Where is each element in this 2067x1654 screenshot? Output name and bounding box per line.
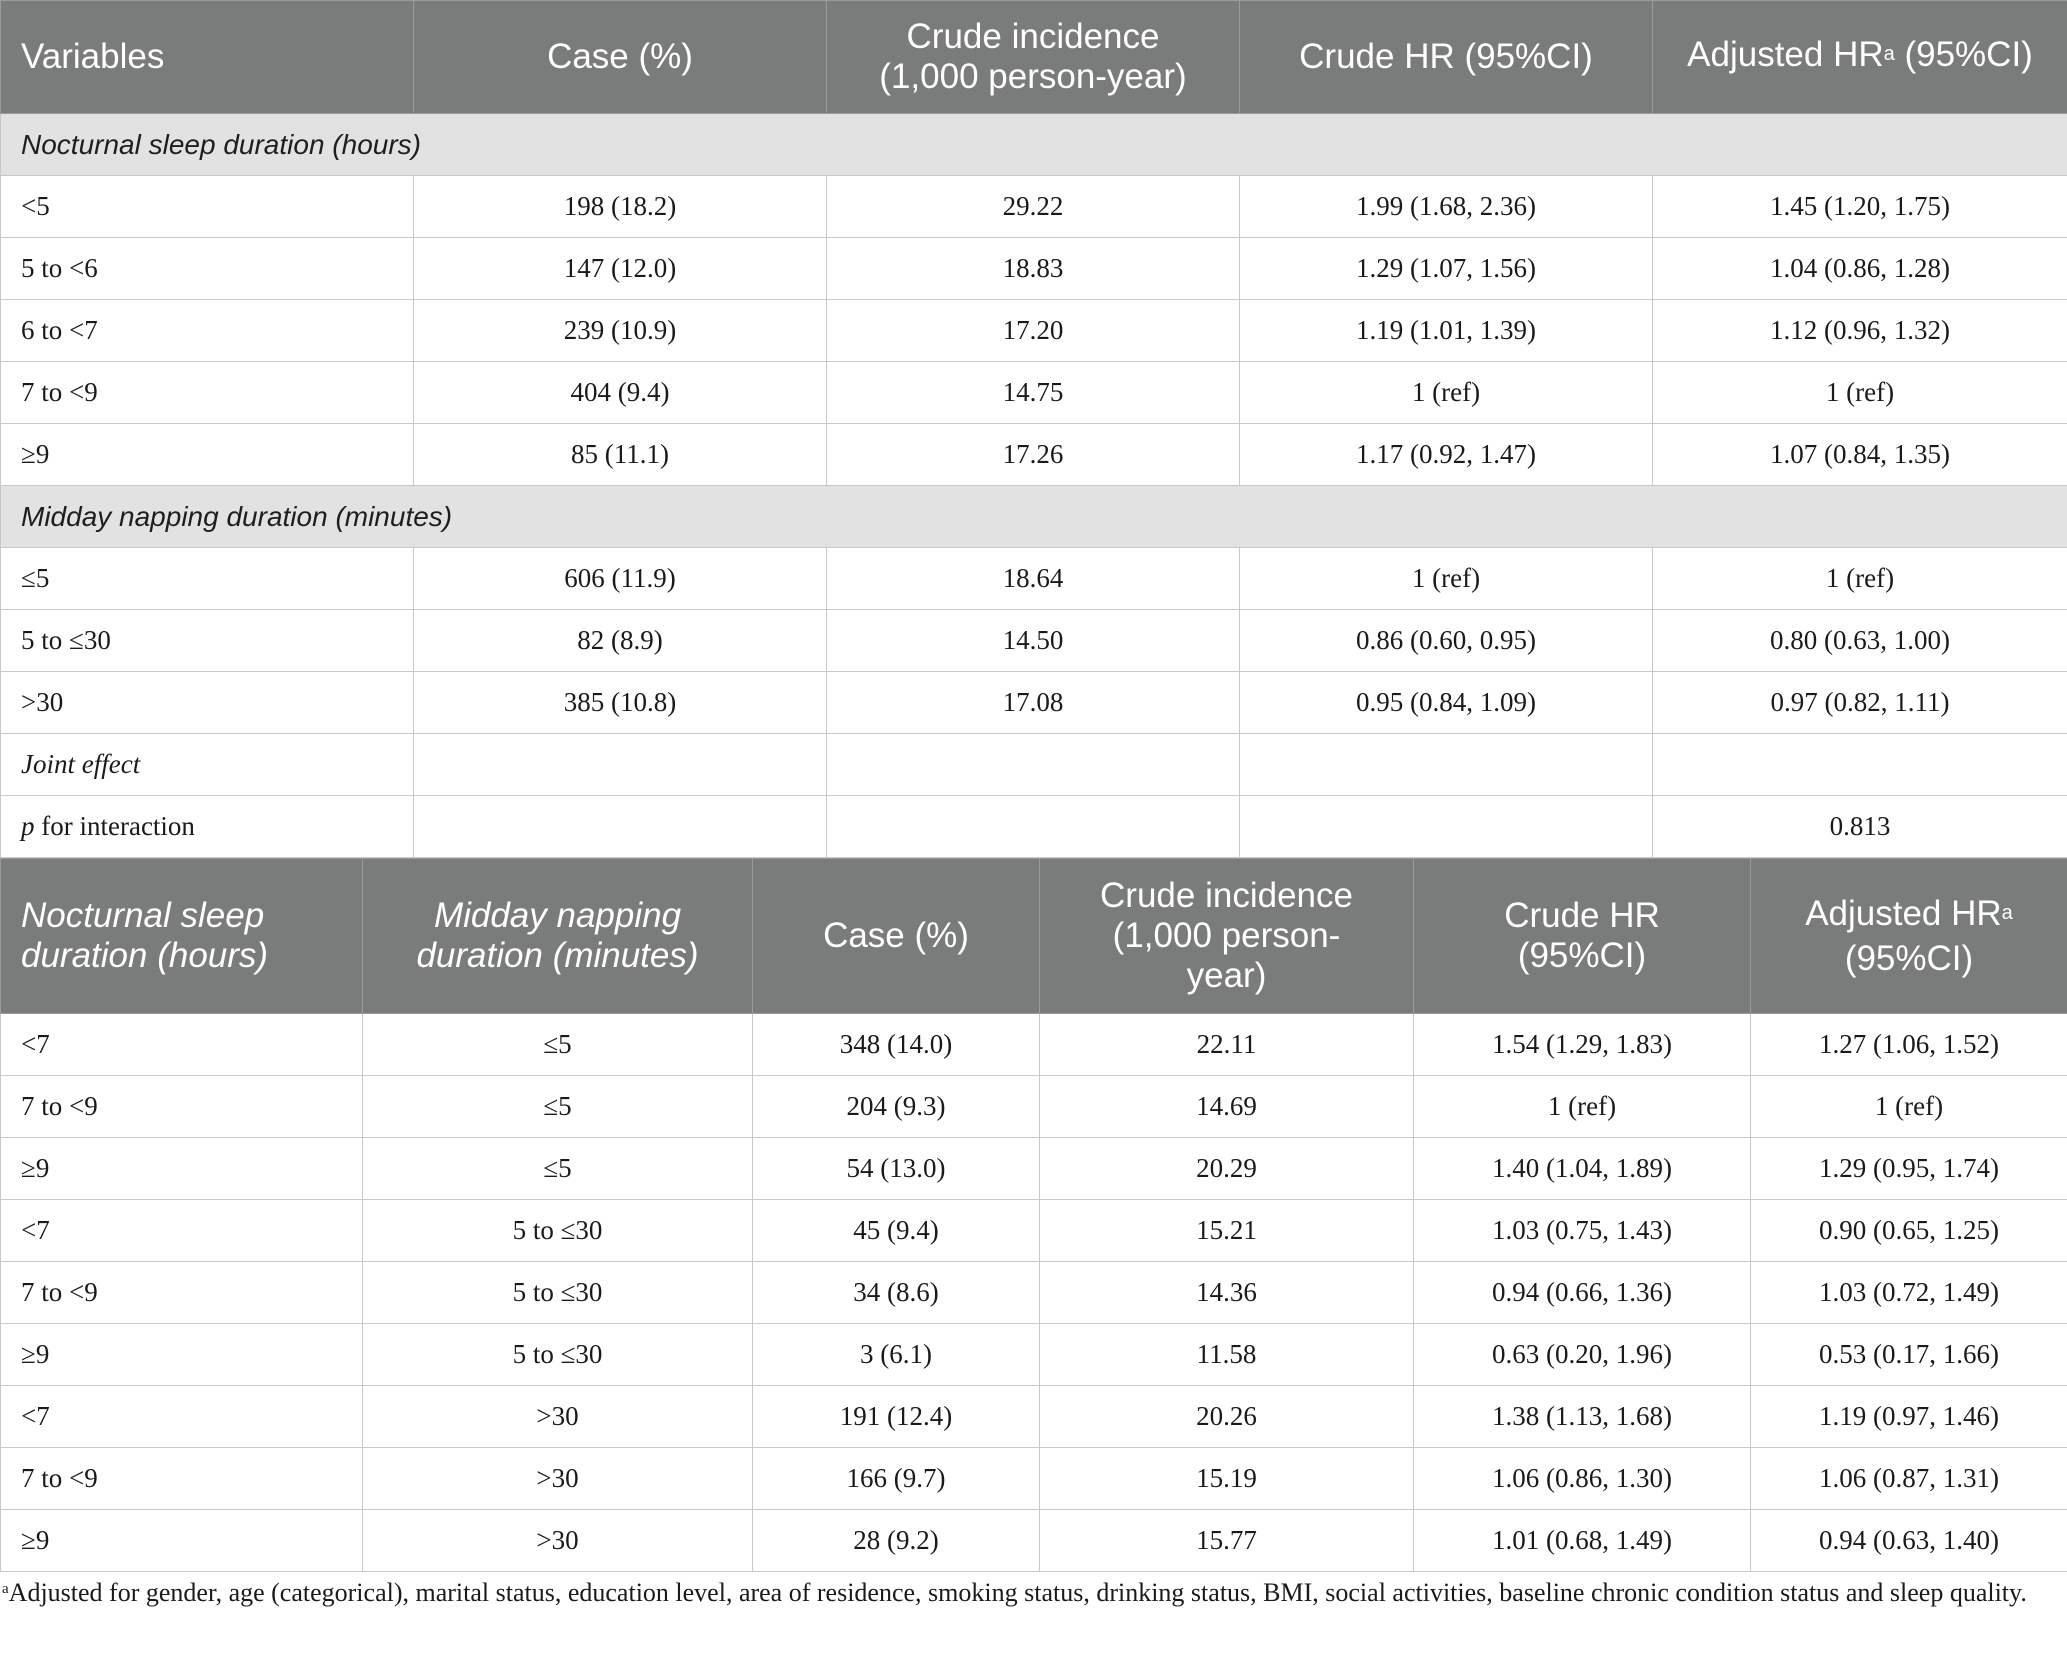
cell-incidence: 22.11 [1040,1014,1414,1076]
header-case: Case (%) [753,859,1040,1014]
cell-adjusted-hr: 1.19 (0.97, 1.46) [1751,1386,2067,1448]
header-crude-hr: Crude HR (95%CI) [1240,1,1653,114]
cell-case: 385 (10.8) [414,672,827,734]
table-row [1,1014,2067,1076]
cell-nap: 5 to ≤30 [363,1262,753,1324]
row-label: >30 [1,672,414,734]
footnote-marker: a [1883,42,1895,65]
cell-adjusted-hr: 1 (ref) [1751,1076,2067,1138]
cell-adjusted-hr: 0.90 (0.65, 1.25) [1751,1200,2067,1262]
cell-adjusted-hr: 1 (ref) [1653,362,2067,424]
cell-crude-hr: 1.19 (1.01, 1.39) [1240,300,1653,362]
header-crude-incidence-line2: (1,000 person-year) [879,57,1187,96]
cell-crude-hr: 1.06 (0.86, 1.30) [1414,1448,1751,1510]
header-case: Case (%) [414,1,827,114]
cell-sleep: <7 [1,1014,363,1076]
cell-incidence: 29.22 [827,176,1240,238]
table-row [1,362,2067,424]
cell-nap: ≤5 [363,1138,753,1200]
p-interaction-text: for interaction [34,811,195,841]
cell-case: 239 (10.9) [414,300,827,362]
header-adjusted-line1: Adjusted HR [1805,893,2002,933]
cell-incidence: 11.58 [1040,1324,1414,1386]
cell-adjusted-hr: 0.53 (0.17, 1.66) [1751,1324,2067,1386]
cell-incidence: 14.75 [827,362,1240,424]
cell-incidence: 20.26 [1040,1386,1414,1448]
cell-case: 606 (11.9) [414,548,827,610]
cell-adjusted-hr: 1.06 (0.87, 1.31) [1751,1448,2067,1510]
cell-case: 82 (8.9) [414,610,827,672]
cell-sleep: <7 [1,1386,363,1448]
header-sleep-line2: duration (hours) [21,936,269,975]
cell-sleep: <7 [1,1200,363,1262]
empty-cell [827,796,1240,858]
cell-case: 198 (18.2) [414,176,827,238]
cell-adjusted-hr: 0.94 (0.63, 1.40) [1751,1510,2067,1572]
header-variables: Variables [1,1,414,114]
cell-nap: >30 [363,1386,753,1448]
table-row [1,1510,2067,1572]
header-incidence-line3: year) [1186,956,1267,995]
joint-effects-header-row [1,859,2067,1014]
cell-sleep: 7 to <9 [1,1262,363,1324]
cell-case: 28 (9.2) [753,1510,1040,1572]
cell-crude-hr: 1.01 (0.68, 1.49) [1414,1510,1751,1572]
table-row [1,1138,2067,1200]
cell-case: 3 (6.1) [753,1324,1040,1386]
header-crude-incidence [827,1,1240,114]
table-row [1,548,2067,610]
cell-crude-hr: 1.38 (1.13, 1.68) [1414,1386,1751,1448]
p-interaction-value: 0.813 [1653,796,2067,858]
empty-cell [827,734,1240,796]
cell-crude-hr: 1.17 (0.92, 1.47) [1240,424,1653,486]
table-row [1,672,2067,734]
row-label: ≤5 [1,548,414,610]
section-row-nap [1,486,2067,548]
row-label: 5 to <6 [1,238,414,300]
header-adjusted-hr [1653,1,2067,114]
table-footnote [0,1575,2067,1615]
cell-adjusted-hr: 1.45 (1.20, 1.75) [1653,176,2067,238]
cell-crude-hr: 1.29 (1.07, 1.56) [1240,238,1653,300]
header-adjusted-hr-label: Adjusted HR [1687,34,1884,74]
header-crude-hr [1414,859,1751,1014]
header-crude-incidence [1040,859,1414,1014]
cell-sleep: ≥9 [1,1324,363,1386]
table-row [1,610,2067,672]
footnote-marker: a [2,1581,9,1597]
table-row [1,1200,2067,1262]
row-label: 7 to <9 [1,362,414,424]
cell-adjusted-hr: 1.07 (0.84, 1.35) [1653,424,2067,486]
cell-case: 204 (9.3) [753,1076,1040,1138]
cell-sleep: 7 to <9 [1,1076,363,1138]
cell-sleep: 7 to <9 [1,1448,363,1510]
empty-cell [1240,796,1653,858]
cell-case: 85 (11.1) [414,424,827,486]
p-symbol: p [21,811,35,841]
cell-crude-hr: 1.54 (1.29, 1.83) [1414,1014,1751,1076]
header-incidence-line2: (1,000 person- [1112,916,1341,955]
cell-adjusted-hr: 1 (ref) [1653,548,2067,610]
cell-case: 166 (9.7) [753,1448,1040,1510]
section-title-nap: Midday napping duration (minutes) [1,486,2067,548]
cell-adjusted-hr: 0.80 (0.63, 1.00) [1653,610,2067,672]
table-row [1,424,2067,486]
row-label: 5 to ≤30 [1,610,414,672]
cell-sleep: ≥9 [1,1138,363,1200]
cell-crude-hr: 1 (ref) [1414,1076,1751,1138]
header-nap-line2: duration (minutes) [416,936,699,975]
table-row [1,1262,2067,1324]
cell-crude-hr: 0.95 (0.84, 1.09) [1240,672,1653,734]
cell-nap: >30 [363,1448,753,1510]
table-row [1,238,2067,300]
table-row [1,300,2067,362]
cell-nap: >30 [363,1510,753,1572]
cell-adjusted-hr: 1.29 (0.95, 1.74) [1751,1138,2067,1200]
main-effects-header-row [1,1,2067,114]
section-row-sleep [1,114,2067,176]
cell-adjusted-hr: 1.12 (0.96, 1.32) [1653,300,2067,362]
row-label: ≥9 [1,424,414,486]
header-crude-incidence-line1: Crude incidence [906,17,1160,56]
footnote-text: Adjusted for gender, age (categorical), marital status, education level, area of residence, smoking status, drinking status, BMI, social activities, baseline chronic condition status and sleep quality. [8,1578,2027,1607]
p-interaction-label [1,796,414,858]
cell-case: 34 (8.6) [753,1262,1040,1324]
footnote-marker: a [2001,901,2013,924]
row-label: 6 to <7 [1,300,414,362]
empty-cell [1240,734,1653,796]
empty-cell [1653,734,2067,796]
cell-case: 191 (12.4) [753,1386,1040,1448]
header-sleep-line1: Nocturnal sleep [21,896,265,935]
cell-case: 54 (13.0) [753,1138,1040,1200]
header-nap-line1: Midday napping [433,896,682,935]
section-title-sleep: Nocturnal sleep duration (hours) [1,114,2067,176]
cell-sleep: ≥9 [1,1510,363,1572]
cell-incidence: 17.26 [827,424,1240,486]
cell-incidence: 20.29 [1040,1138,1414,1200]
cell-incidence: 17.20 [827,300,1240,362]
cell-incidence: 14.50 [827,610,1240,672]
cell-adjusted-hr: 1.27 (1.06, 1.52) [1751,1014,2067,1076]
cell-incidence: 18.83 [827,238,1240,300]
cell-case: 404 (9.4) [414,362,827,424]
cell-incidence: 14.69 [1040,1076,1414,1138]
header-adjusted-hr [1751,859,2067,1014]
empty-cell [414,734,827,796]
header-sleep-duration [1,859,363,1014]
cell-case: 348 (14.0) [753,1014,1040,1076]
cell-crude-hr: 0.86 (0.60, 0.95) [1240,610,1653,672]
header-adjusted-hr-ci: (95%CI) [1894,34,2033,74]
cell-crude-hr: 1.03 (0.75, 1.43) [1414,1200,1751,1262]
cell-adjusted-hr: 1.04 (0.86, 1.28) [1653,238,2067,300]
cell-crude-hr: 0.63 (0.20, 1.96) [1414,1324,1751,1386]
cell-case: 45 (9.4) [753,1200,1040,1262]
header-incidence-line1: Crude incidence [1100,876,1353,915]
cell-crude-hr: 1.99 (1.68, 2.36) [1240,176,1653,238]
table-row [1,1386,2067,1448]
cell-case: 147 (12.0) [414,238,827,300]
cell-adjusted-hr: 0.97 (0.82, 1.11) [1653,672,2067,734]
table-row [1,176,2067,238]
header-adjusted-line2: (95%CI) [1844,938,1974,978]
empty-cell [414,796,827,858]
header-crude-line1: Crude HR [1504,896,1660,935]
header-nap-duration [363,859,753,1014]
cell-incidence: 15.77 [1040,1510,1414,1572]
joint-effects-table [0,858,2067,1572]
cell-incidence: 18.64 [827,548,1240,610]
cell-incidence: 15.21 [1040,1200,1414,1262]
table-row [1,1448,2067,1510]
cell-incidence: 14.36 [1040,1262,1414,1324]
cell-nap: ≤5 [363,1014,753,1076]
cell-adjusted-hr: 1.03 (0.72, 1.49) [1751,1262,2067,1324]
cell-crude-hr: 1 (ref) [1240,548,1653,610]
cell-incidence: 17.08 [827,672,1240,734]
cell-crude-hr: 0.94 (0.66, 1.36) [1414,1262,1751,1324]
header-crude-line2: (95%CI) [1517,936,1647,975]
p-interaction-row [1,796,2067,858]
cell-incidence: 15.19 [1040,1448,1414,1510]
cell-nap: 5 to ≤30 [363,1200,753,1262]
cell-nap: 5 to ≤30 [363,1324,753,1386]
row-label: <5 [1,176,414,238]
cell-crude-hr: 1.40 (1.04, 1.89) [1414,1138,1751,1200]
table-row [1,1076,2067,1138]
joint-effect-row [1,734,2067,796]
joint-effect-label: Joint effect [1,734,414,796]
table-row [1,1324,2067,1386]
cell-crude-hr: 1 (ref) [1240,362,1653,424]
cell-nap: ≤5 [363,1076,753,1138]
